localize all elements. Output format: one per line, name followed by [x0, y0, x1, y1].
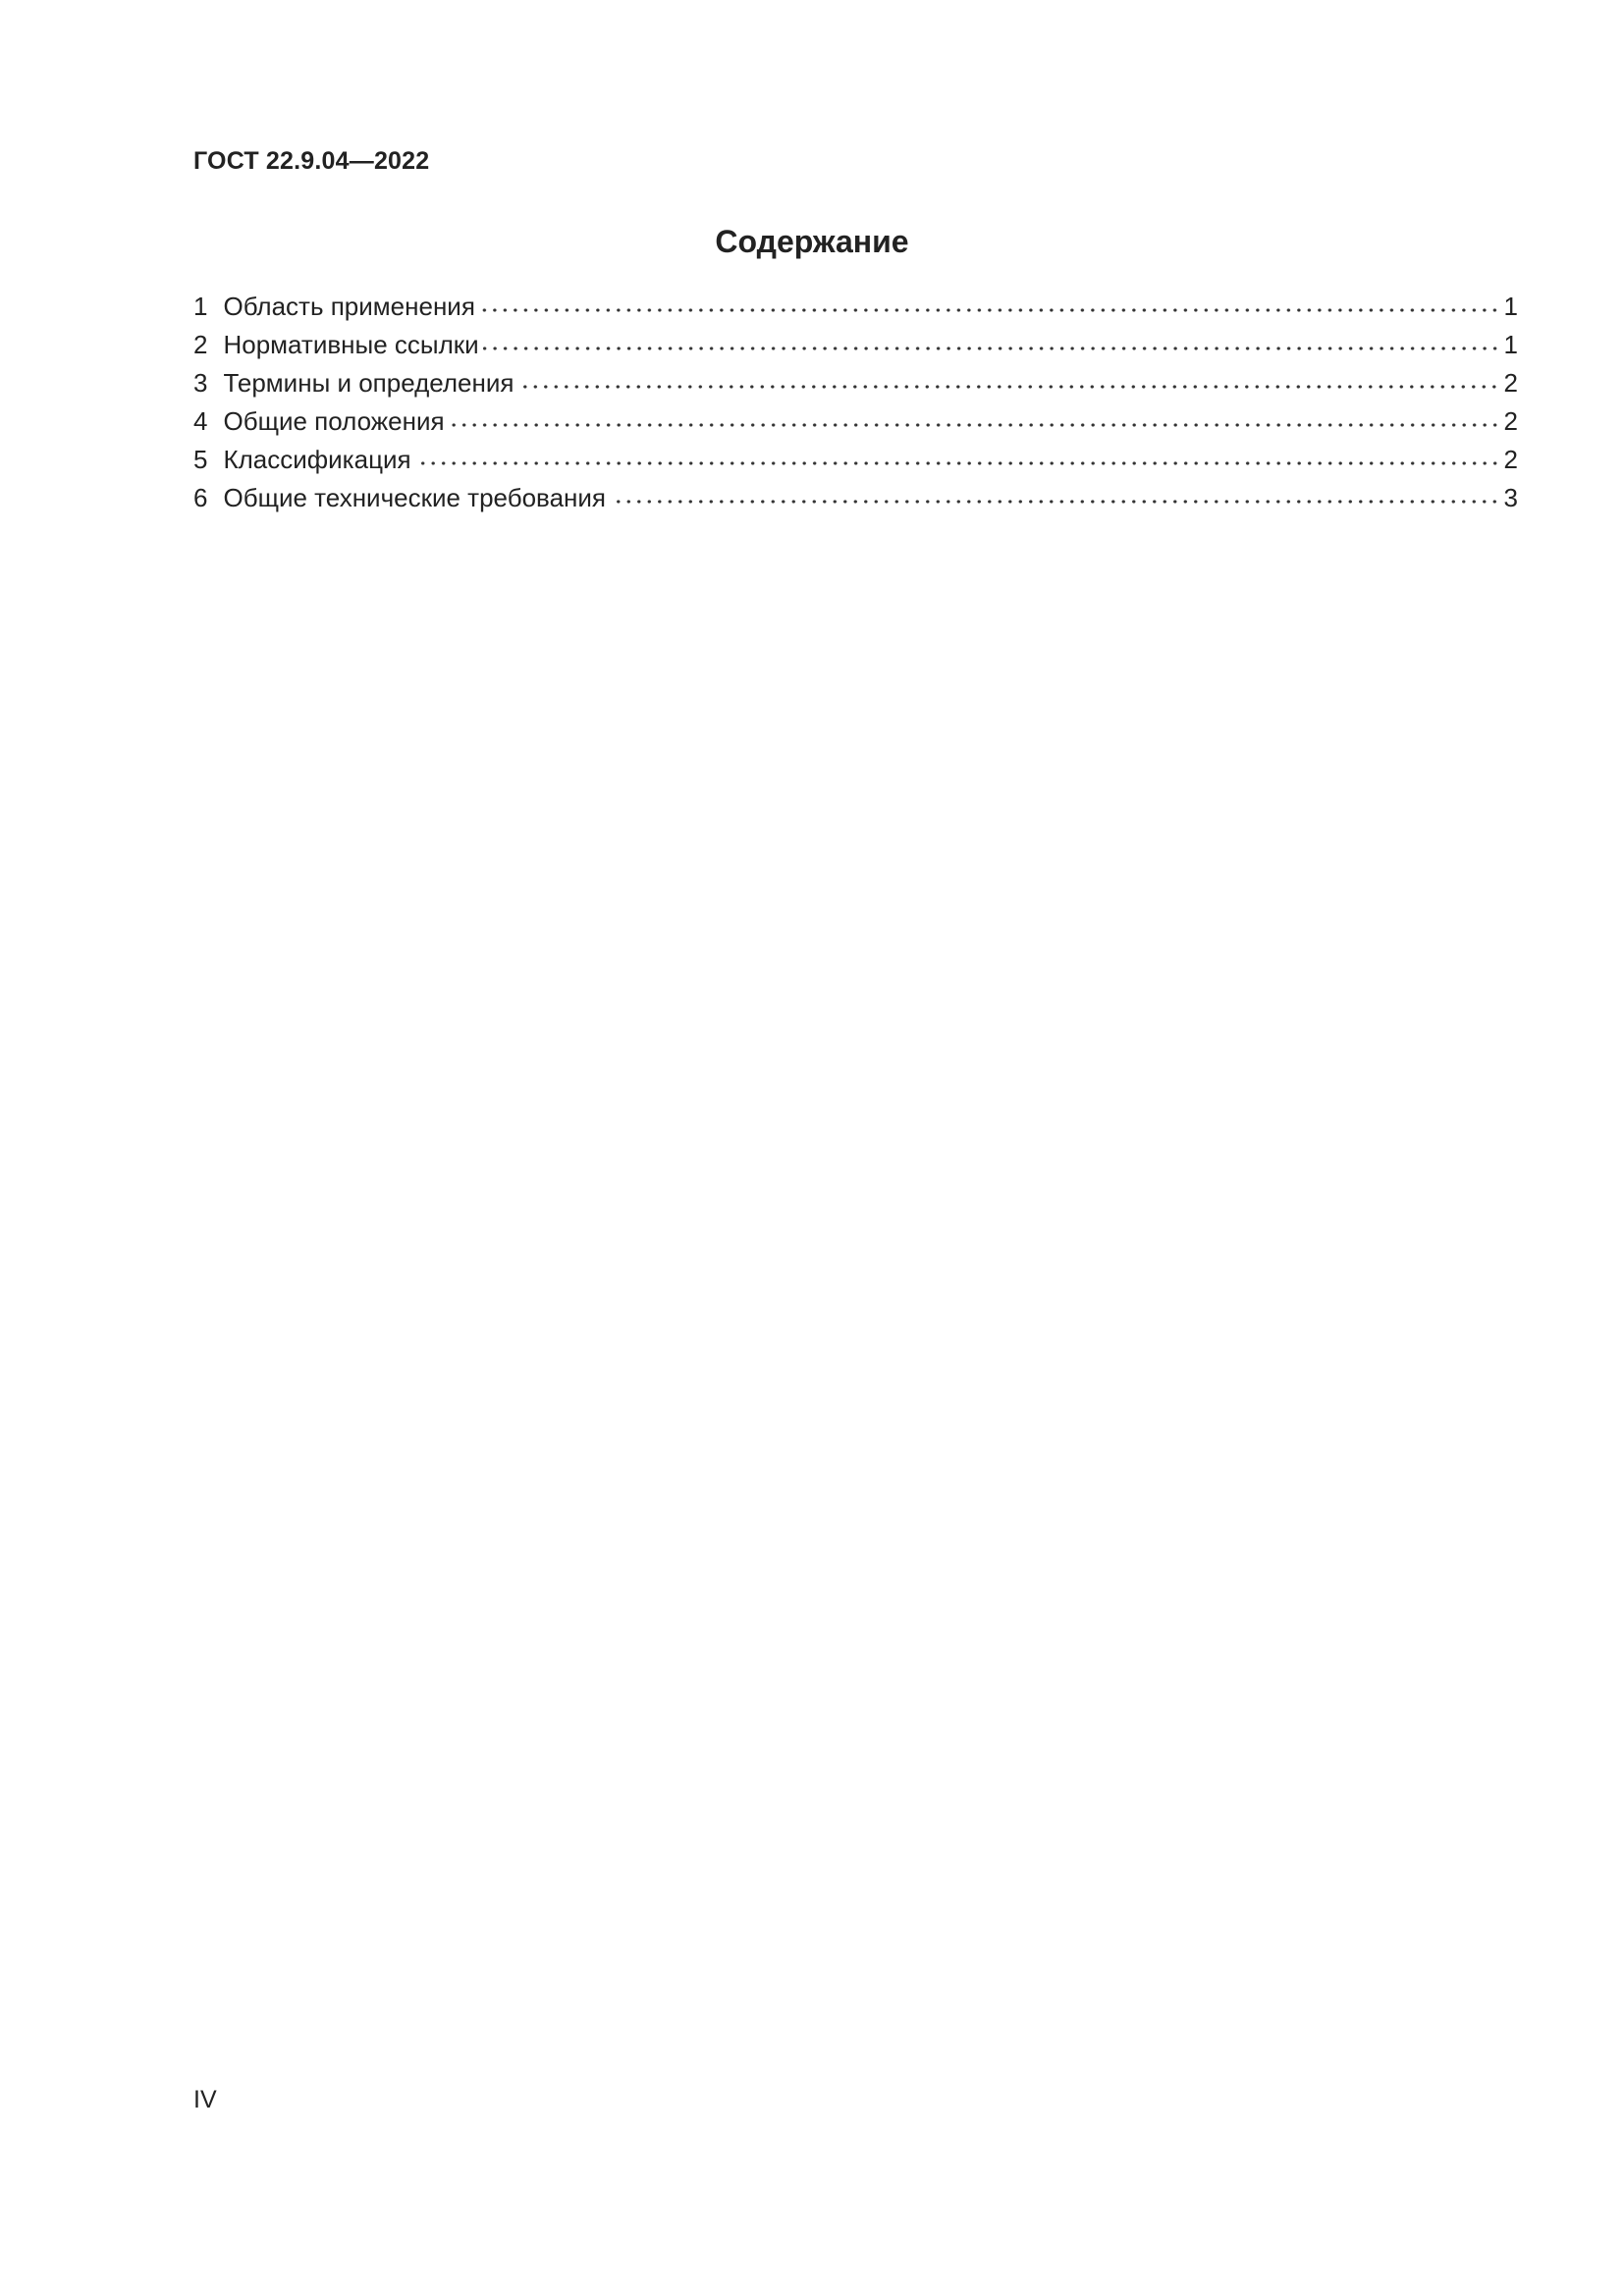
toc-item-page: 1	[1503, 292, 1518, 321]
toc-item-number: 5	[193, 445, 208, 474]
toc-item[interactable]	[193, 404, 1518, 443]
toc-item-page: 3	[1503, 483, 1518, 512]
toc-list	[193, 290, 1518, 519]
toc-item-number: 3	[193, 368, 208, 398]
toc-item[interactable]	[193, 290, 1518, 328]
toc-item-title: Нормативные ссылки	[223, 330, 479, 359]
toc-item-title: Классификация	[223, 445, 411, 474]
toc-dot-leader	[517, 366, 1499, 392]
toc-item-page: 2	[1503, 445, 1518, 474]
toc-item[interactable]	[193, 443, 1518, 481]
toc-item-title: Общие положения	[223, 406, 445, 436]
toc-item[interactable]	[193, 328, 1518, 366]
toc-item-number: 1	[193, 292, 208, 321]
toc-item-page: 2	[1503, 368, 1518, 398]
toc-item-page: 2	[1503, 406, 1518, 436]
toc-dot-leader	[479, 290, 1500, 315]
toc-dot-leader	[483, 328, 1500, 353]
toc-item-number: 4	[193, 406, 208, 436]
toc-dot-leader	[610, 481, 1500, 507]
toc-item-page: 1	[1503, 330, 1518, 359]
toc-dot-leader	[449, 404, 1500, 430]
toc-item-number: 6	[193, 483, 208, 512]
toc-item-title: Общие технические требования	[223, 483, 606, 512]
document-standard-code: ГОСТ 22.9.04—2022	[193, 147, 430, 175]
toc-title: Содержание	[715, 224, 909, 259]
toc-item-title: Термины и определения	[223, 368, 514, 398]
toc-dot-leader	[415, 443, 1500, 468]
toc-item-title: Область применения	[223, 292, 475, 321]
toc-item[interactable]	[193, 366, 1518, 404]
page-number: IV	[193, 2086, 217, 2113]
toc-item[interactable]	[193, 481, 1518, 519]
toc-item-number: 2	[193, 330, 208, 359]
